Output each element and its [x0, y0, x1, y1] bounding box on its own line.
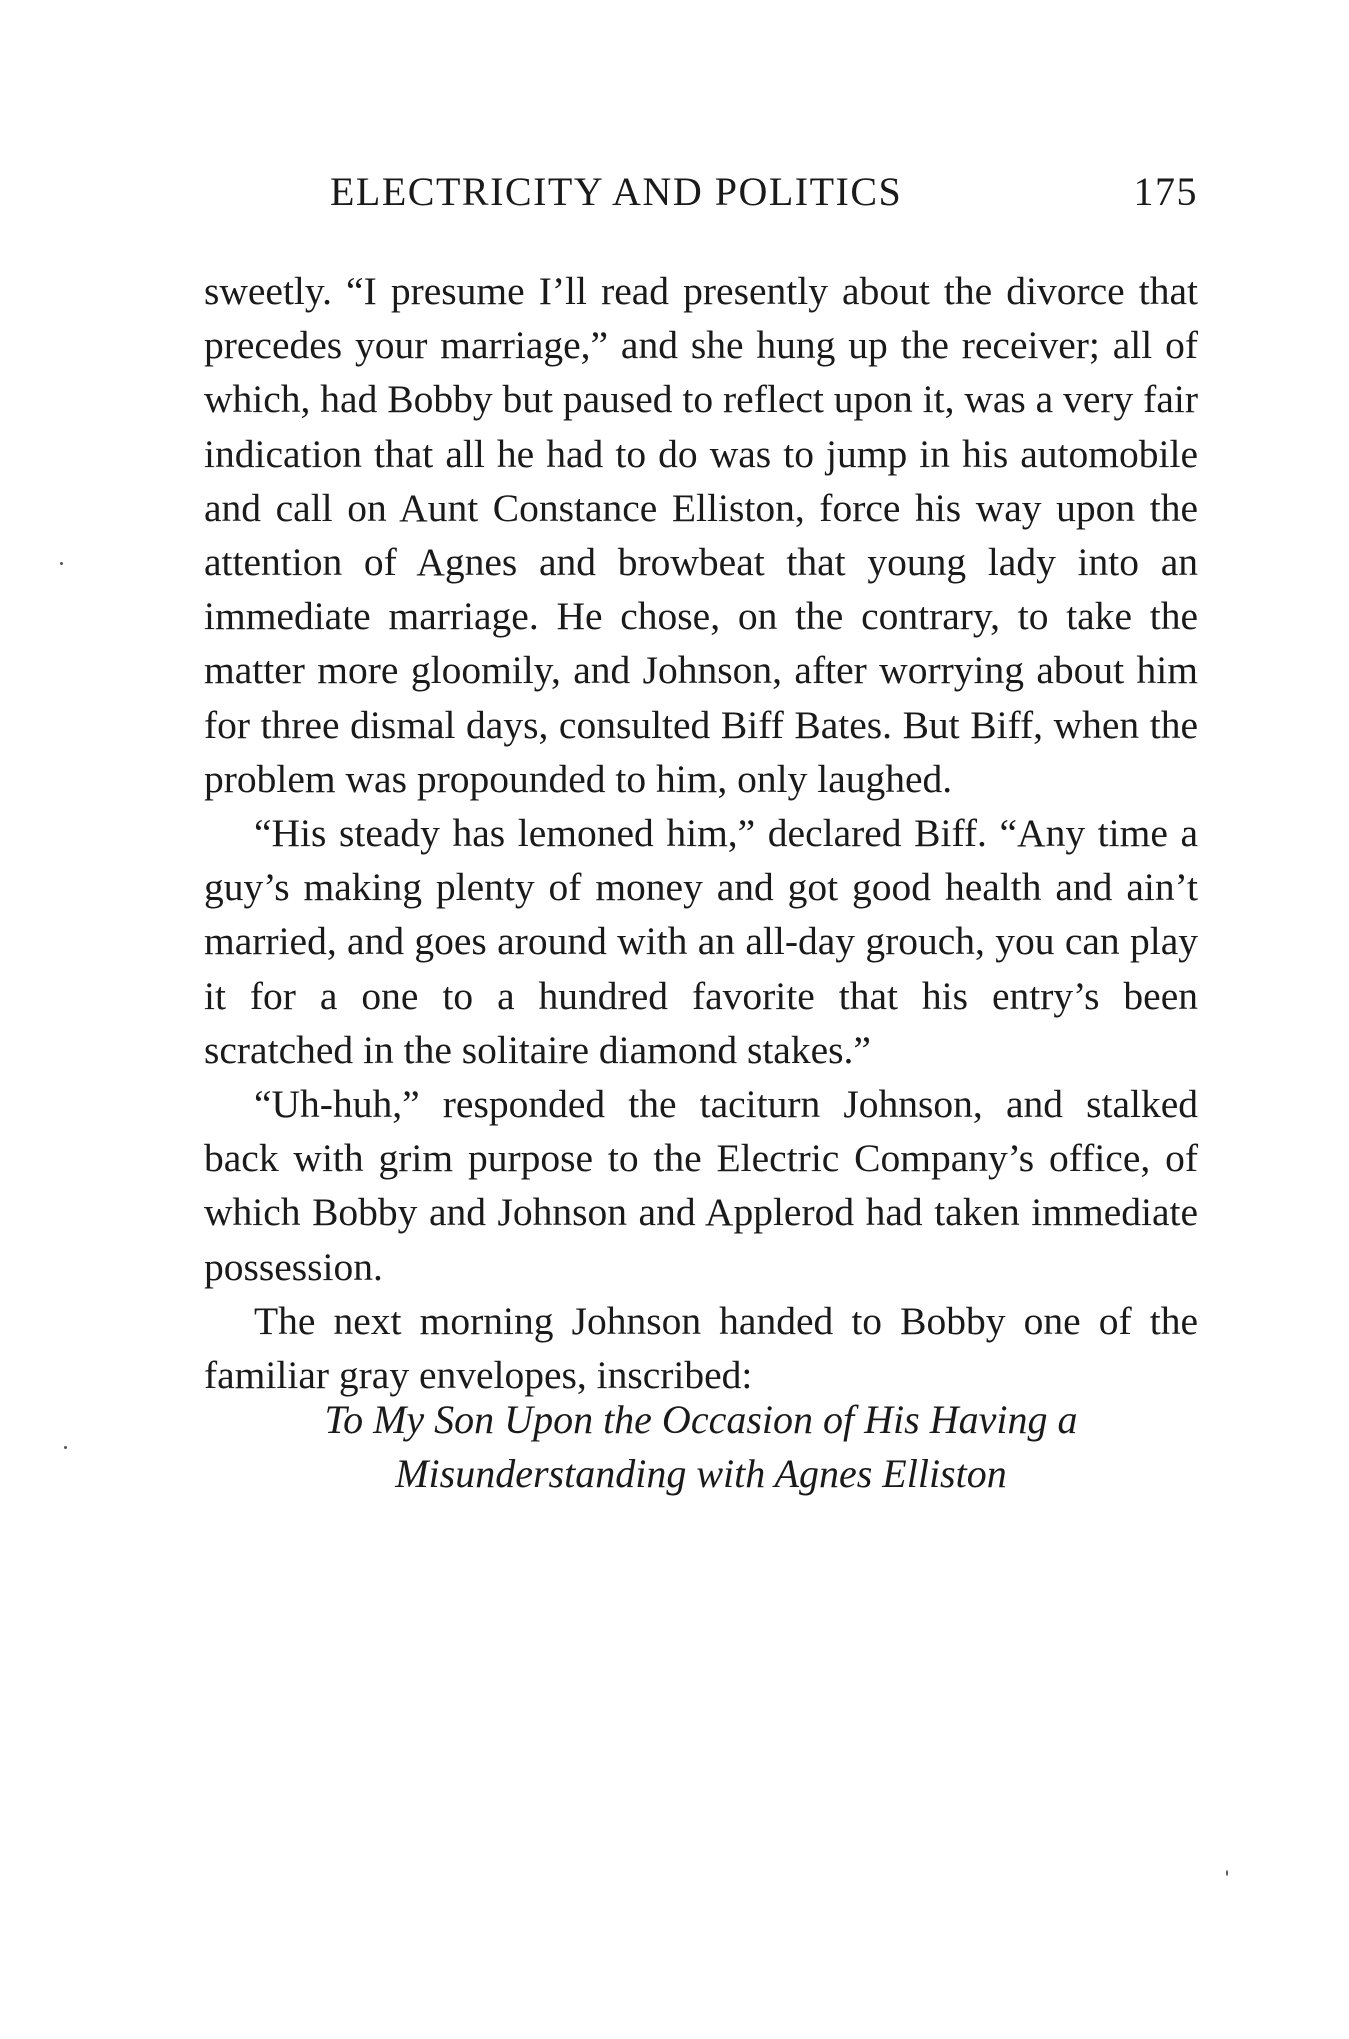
- inscription-line-1: To My Son Upon the Occasion of His Having a: [324, 1397, 1078, 1442]
- chapter-title: ELECTRICITY AND POLITICS: [330, 169, 903, 214]
- paragraph-4: The next morning Johnson handed to Bobby one of the familiar gray envelopes, inscribed:: [204, 1298, 1198, 1398]
- envelope-inscription: [204, 1393, 1198, 1501]
- paragraph-1: sweetly. “I presume I’ll read presently about the divorce that precedes your marriage,” and she hung up the receiver; all of which, had Bobby but paused to reflect upon it, was a very fair indication that all he had to do was to jump in his automobile and call on Aunt Constance Elliston, force his way upon the attention of Agnes and browbeat that young lady into an immediate marriage. He chose, on the contrary, to take the matter more gloomily, and Johnson, after worrying about him for three dismal days, consulted Biff Bates. But Biff, when the problem was propounded to him, only laughed.: [204, 269, 1198, 801]
- paragraph-2: “His steady has lemoned him,” declared Biff. “Any time a guy’s making plenty of money and got good health and ain’t married, and goes around with an all-day grouch, you can play it for a one to a hundred favorite that his entry’s been scratched in the solitaire diamond stakes.”: [204, 811, 1198, 1072]
- body-text: [204, 264, 1198, 1402]
- page-number: 175: [1133, 169, 1198, 214]
- paper-speck: [64, 1446, 67, 1449]
- running-head: [330, 168, 1198, 228]
- paper-speck: [1226, 1870, 1228, 1876]
- paper-speck: [60, 562, 63, 565]
- inscription-line-2: Misunderstanding with Agnes Elliston: [395, 1451, 1007, 1496]
- paragraph-3: “Uh-huh,” responded the taciturn Johnson, and stalked back with grim purpose to the Electric Company’s office, of which Bobby and Johnson and Applerod had taken immediate possession.: [204, 1082, 1198, 1289]
